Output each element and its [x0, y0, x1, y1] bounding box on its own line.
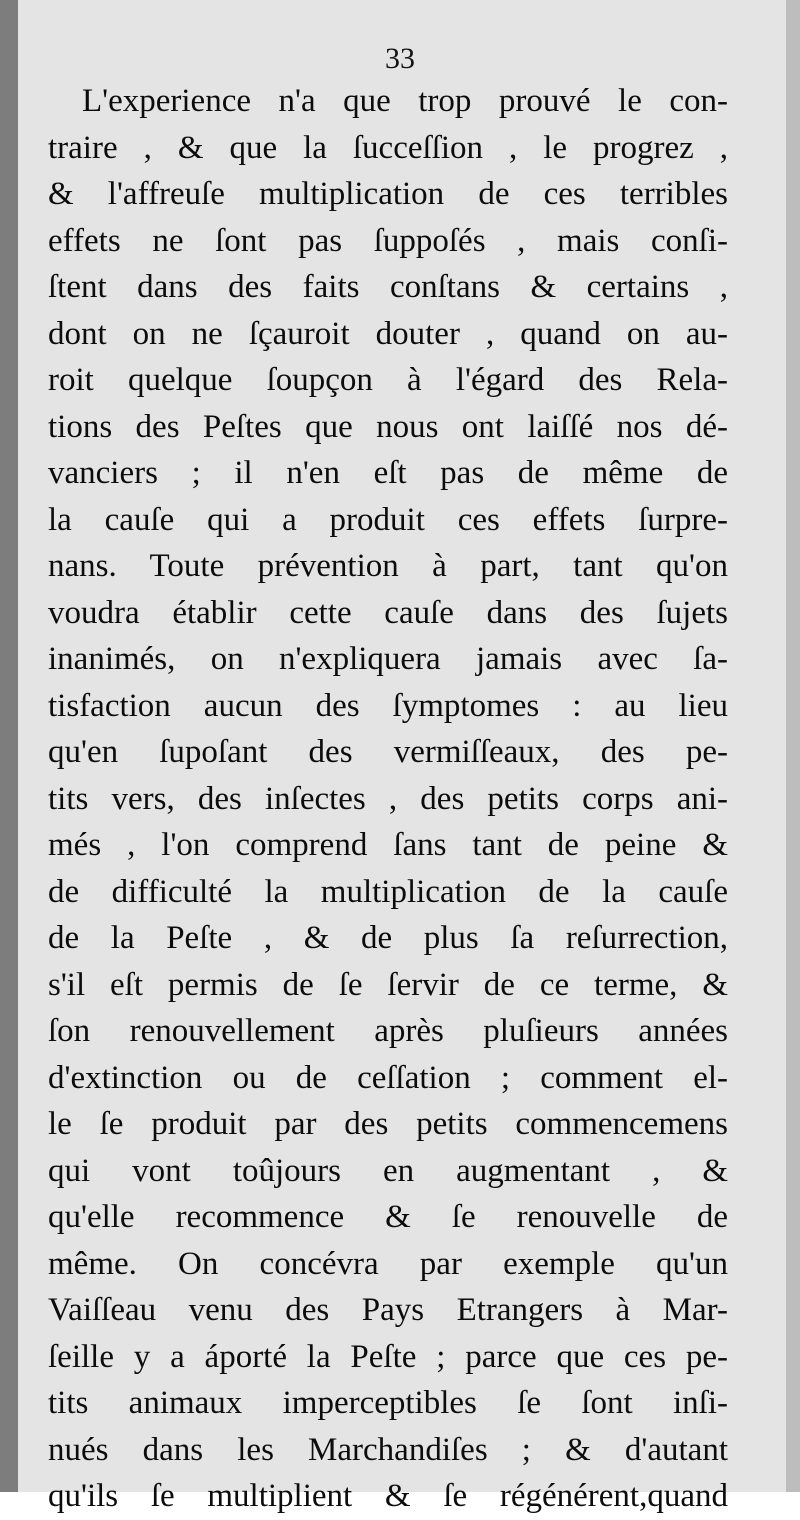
- text-line: tions des Peſtes que nous ont laiſſé nos dé-: [48, 408, 728, 445]
- text-line: inanimés, on n'expliquera jamais avec ſa-: [48, 641, 728, 677]
- text-line: la cauſe qui a produit ces effets ſurpre-: [48, 501, 728, 538]
- text-line: ſon renouvellement après pluſieurs années: [48, 1013, 728, 1049]
- text-line: de la Peſte , & de plus ſa reſurrection,: [48, 920, 728, 956]
- text-line: més , l'on comprend ſans tant de peine &: [48, 827, 728, 863]
- text-line: ſtent dans des faits conſtans & certains ,: [48, 269, 728, 305]
- text-line: & l'affreuſe multiplication de ces terribles: [48, 176, 728, 212]
- text-line: s'il eſt permis de ſe ſervir de ce terme, &: [48, 966, 728, 1003]
- text-line: tits vers, des inſectes , des petits corps ani-: [48, 780, 728, 817]
- text-line: roit quelque ſoupçon à l'égard des Rela-: [48, 362, 728, 398]
- page-number: 33: [385, 42, 415, 75]
- text-line: d'extinction ou de ceſſation ; comment el-: [48, 1059, 728, 1096]
- page-gutter-shadow: [0, 0, 18, 1492]
- text-line: qu'en ſupoſant des vermiſſeaux, des pe-: [48, 734, 728, 770]
- text-line: tits animaux imperceptibles ſe ſont inſi-: [48, 1385, 728, 1421]
- text-line: voudra établir cette cauſe dans des ſujets: [48, 594, 728, 631]
- page-right-edge: [786, 0, 800, 1492]
- text-line: qu'ils ſe multiplient & ſe régénérent,quand: [48, 1478, 728, 1514]
- text-line: ſeille y a áporté la Peſte ; parce que ces pe-: [48, 1338, 728, 1375]
- text-line: L'experience n'a que trop prouvé le con-: [82, 83, 728, 119]
- text-line: tisfaction aucun des ſymptomes : au lieu: [48, 687, 728, 724]
- text-line: traire , & que la ſucceſſion , le progrez ,: [48, 129, 728, 166]
- text-line: le ſe produit par des petits commencemens: [48, 1106, 728, 1142]
- text-line: qui vont toûjours en augmentant , &: [48, 1152, 728, 1189]
- text-line: dont on ne ſçauroit douter , quand on au-: [48, 315, 728, 352]
- text-line: nués dans les Marchandiſes ; & d'autant: [48, 1431, 728, 1468]
- text-line: effets ne ſont pas ſuppoſés , mais conſi-: [48, 222, 728, 259]
- text-line: nans. Toute prévention à part, tant qu'on: [48, 548, 728, 584]
- text-line: Vaiſſeau venu des Pays Etrangers à Mar-: [48, 1292, 728, 1328]
- text-line: qu'elle recommence & ſe renouvelle de: [48, 1199, 728, 1235]
- text-line: vanciers ; il n'en eſt pas de même de: [48, 455, 728, 491]
- text-line: de difficulté la multiplication de la cauſe: [48, 873, 728, 910]
- body-text: [48, 78, 728, 1520]
- text-line: même. On concévra par exemple qu'un: [48, 1245, 728, 1282]
